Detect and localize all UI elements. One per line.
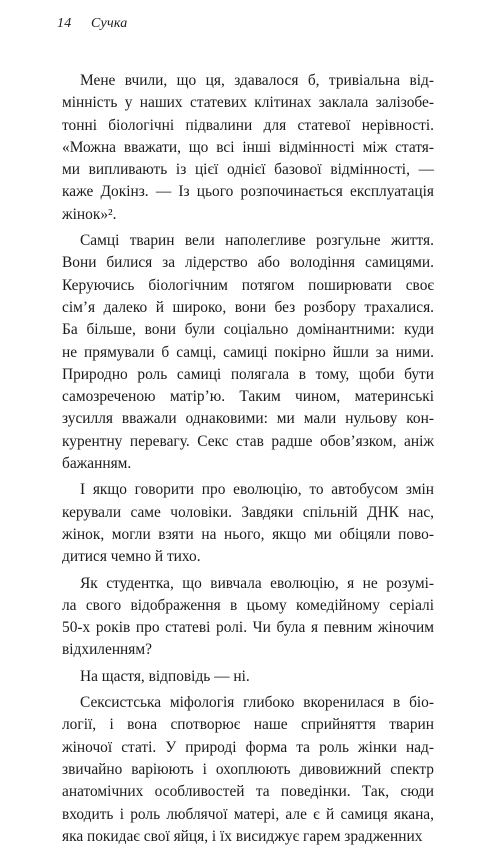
text-line: тонні біологічні підвалини для статевої нерівності. (62, 116, 434, 134)
text-line: «Можна вважати, що всі інші відмінності між статя- (62, 138, 434, 156)
text-line: 50-х років про статеві ролі. Чи була я певним жіночим (62, 619, 434, 637)
text-line: жіночої статі. У природі форма та роль жінки над- (62, 738, 434, 756)
paragraph (62, 70, 434, 226)
paragraph (62, 479, 434, 568)
text-line: відхиленням? (62, 641, 152, 659)
text-line: жінок»². (62, 205, 117, 223)
text-line: Як студентка, що вивчала еволюцію, я не розумі- (80, 574, 434, 592)
paragraph (62, 692, 434, 848)
text-line: Сексистська міфологія глибоко вкоренилася в біо- (80, 694, 434, 712)
text-line: Вони билися за лідерство або володіння самицями. (62, 254, 434, 272)
text-line: бажанням. (62, 455, 132, 473)
text-line: Ба більше, вони були соціально домінантними: куди (62, 321, 434, 339)
text-line: логії, і вона спотворює наше сприйняття тварин (62, 716, 434, 734)
text-line: І якщо говорити про еволюцію, то автобусом змін (80, 481, 434, 499)
text-line: Керуючись біологічним потягом поширювати своє (62, 276, 434, 294)
text-line: ми випливають із цієї однієї базової відмінності, — (62, 161, 434, 179)
text-line: Самці тварин вели наполегливе розгульне життя. (80, 232, 434, 250)
text-line: ла свого відображення в цьому комедійному серіалі (62, 596, 434, 614)
text-line: входить і роль люблячої матері, але є й самиця якана, (62, 805, 434, 823)
text-line: яка покидає свої яйця, і їх висиджує гарем зрадженних (62, 827, 423, 845)
text-line: зусилля вважали однаковими: ми мали нульову кон- (62, 410, 434, 428)
running-title: Сучка (91, 16, 128, 31)
text-line: мінність у наших статевих клітинах заклала залізобе- (62, 94, 434, 112)
text-line: Природно роль самиці полягала в тому, щоби бути (62, 365, 434, 383)
paragraph (62, 573, 434, 662)
page-number: 14 (57, 16, 72, 31)
text-line: не прямували б самці, самиці покірно йшли за ними. (62, 343, 434, 361)
text-line: Мене вчили, що ця, здавалося б, тривіальна від- (80, 72, 434, 89)
text-line: жінок, могли взяти на нього, якщо ми обіцяли пово- (62, 525, 434, 543)
paragraph (62, 230, 434, 475)
running-head (57, 16, 127, 32)
paragraph (62, 666, 434, 688)
body-text (62, 70, 434, 848)
text-line: керували саме чоловіки. Завдяки спільній ДНК нас, (62, 503, 434, 521)
text-line: сім’я далеко й широко, вони без розбору трахалися. (62, 298, 434, 316)
text-line: звичайно варіюють і охоплюють дивовижний спектр (62, 760, 434, 778)
text-line: самозреченою матір’ю. Таким чином, материнські (62, 388, 434, 406)
text-line: дитися чемно й тихо. (62, 548, 201, 566)
text-line: На щастя, відповідь — ні. (80, 667, 250, 685)
text-line: анатомічних особливостей та поведінки. Так, сюди (62, 783, 434, 801)
text-line: курентну перевагу. Секс став радше обов’язком, аніж (62, 432, 434, 450)
text-line: каже Докінз. — Із цього розпочинається експлуатація (62, 183, 434, 201)
